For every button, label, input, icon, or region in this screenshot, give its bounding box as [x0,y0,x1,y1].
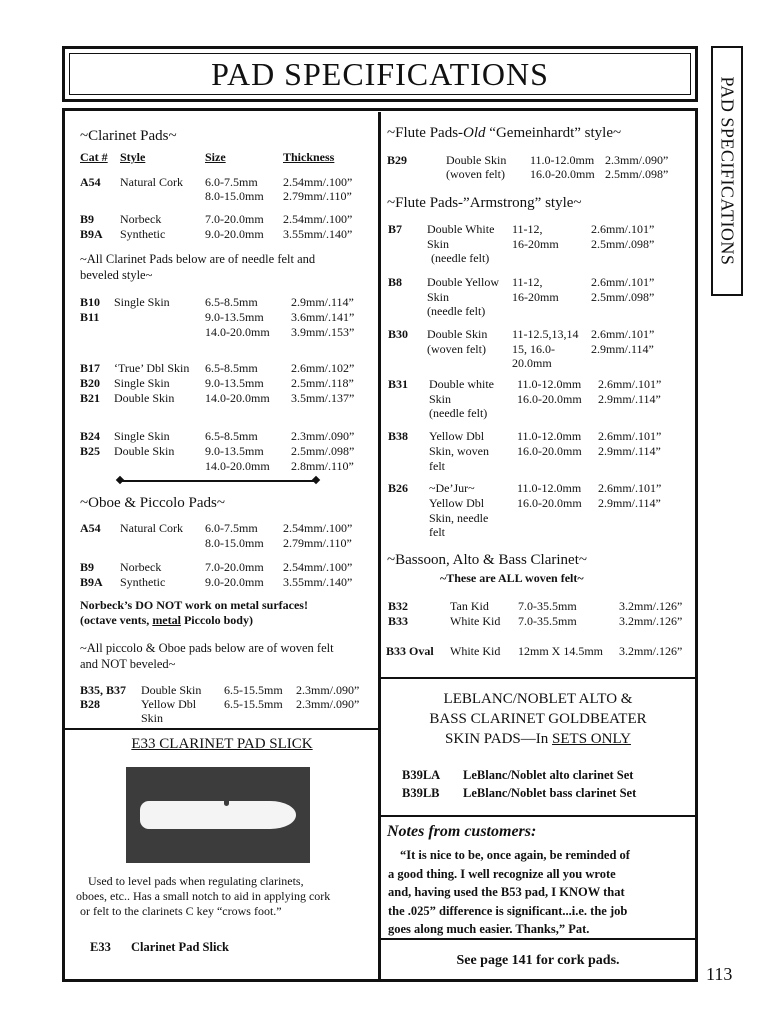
size-cell: 11-12, [512,222,543,236]
size-cell: 16-20mm [512,290,559,304]
cat-number: B28 [80,697,101,711]
style-cell: Single Skin [114,429,170,443]
thickness-cell: 2.6mm/.101” [591,275,655,289]
size-cell: 16.0-20.0mm [517,444,582,458]
quote-line: “It is nice to be, once again, be reminded of [400,848,630,862]
thickness-cell: 2.9mm/.114” [291,295,354,309]
heading-line [380,729,696,749]
size-cell: 11.0-12.0mm [517,481,582,495]
size-cell: 16-20mm [512,237,559,251]
cat-number: B32 [388,599,409,613]
bassoon-subheading: ~These are ALL woven felt~ [440,571,584,585]
style-cell: Double Skin [427,327,488,341]
col-thickness-header: Thickness [283,150,335,164]
flute-old-heading [387,124,621,142]
style-cell: Double Yellow [427,275,500,289]
cat-number: B24 [80,429,101,443]
size-cell: 7.0-20.0mm [205,212,264,226]
size-cell: 6.5-8.5mm [205,429,258,443]
description-line: Used to level pads when regulating clarinets, [88,874,304,888]
heading-part: ~Flute Pads- [387,125,464,141]
size-cell: 16.0-20.0mm [517,496,582,510]
quote-line: goes along much easier. Thanks,” Pat. [388,922,590,936]
column-divider [378,112,381,979]
heading-part-underlined: SETS ONLY [552,731,631,747]
cat-number: B10 [80,295,101,309]
thickness-cell: 2.8mm/.110” [291,459,354,473]
size-cell: 8.0-15.0mm [205,189,264,203]
style-cell: ~De’Jur~ [429,481,475,495]
size-cell: 14.0-20.0mm [205,391,270,405]
product-name: Clarinet Pad Slick [131,940,229,954]
thickness-cell: 3.2mm/.126” [619,614,683,628]
size-cell: 6.0-7.5mm [205,175,258,189]
thickness-cell: 2.54mm/.100” [283,560,353,574]
style-cell: (woven felt) [427,342,486,356]
size-cell: 6.5-8.5mm [205,295,258,309]
style-cell: (woven felt) [446,167,505,181]
cat-number: A54 [80,521,101,535]
slick-notch [224,801,229,806]
size-cell: 11-12, [512,275,543,289]
oboe-heading: ~Oboe & Piccolo Pads~ [80,495,225,511]
warning-text: (octave vents, [80,613,153,627]
size-cell: 6.5-15.5mm [224,683,283,697]
set-description: LeBlanc/Noblet alto clarinet Set [463,768,634,782]
style-cell: Double Skin [114,444,175,458]
cat-number: B9A [80,575,103,589]
style-cell: Skin, needle [429,511,489,525]
thickness-cell: 2.3mm/.090” [291,429,355,443]
style-cell: Double white [429,377,494,391]
thickness-cell: 2.3mm/.090” [296,683,360,697]
style-cell: ‘True’ Dbl Skin [114,361,190,375]
style-cell: Double Skin [141,683,202,697]
notes-heading: Notes from customers: [387,823,537,840]
col-style-header: Style [120,150,146,164]
thickness-cell: 3.2mm/.126” [619,644,683,658]
style-cell: Yellow Dbl [141,697,197,711]
left-section-divider [64,728,380,730]
cat-number: B33 [388,614,409,628]
style-cell: Natural Cork [120,521,183,535]
size-cell: 11.0-12.0mm [530,153,595,167]
section-separator-arrow [120,480,316,482]
heading-line: BASS CLARINET GOLDBEATER [429,711,647,727]
heading-part-italic: Old [463,125,486,141]
thickness-cell: 2.54mm/.100” [283,175,353,189]
style-cell: Natural Cork [120,175,183,189]
pad-slick-heading: E33 CLARINET PAD SLICK [131,736,313,752]
style-cell: Skin [429,392,452,406]
style-cell: Yellow Dbl [429,429,485,443]
style-cell: Tan Kid [450,599,489,613]
size-cell: 11-12.5,13,14 [512,327,579,341]
quote-line: the .025” difference is significant...i.e. the job [388,903,628,918]
cat-number: B9A [80,227,103,241]
style-cell: (needle felt) [431,251,490,265]
warning-text-metal: metal [152,613,181,627]
page-title: PAD SPECIFICATIONS [69,53,691,95]
cat-number: B7 [388,222,403,236]
style-cell: Norbeck [120,212,162,226]
oboe-note: ~All piccolo & Oboe pads below are of woven felt [80,641,334,655]
side-tab [711,46,743,296]
pad-slick-description [76,874,376,919]
customer-quote [388,846,690,939]
thickness-cell: 3.5mm/.137” [291,391,355,405]
thickness-cell: 3.9mm/.153” [291,325,355,339]
cat-number: B21 [80,391,101,405]
description-line: or felt to the clarinets C key “crows foot.” [80,904,282,918]
style-cell: Double Skin [446,153,507,167]
style-cell: Double White [427,222,495,236]
right-section-divider-2 [380,815,696,817]
thickness-cell: 2.5mm/.118” [291,376,354,390]
clarinet-note: ~All Clarinet Pads below are of needle felt and [80,252,316,266]
norbeck-warning: Norbeck’s DO NOT work on metal surfaces! [80,598,308,612]
set-code: B39LB [402,786,440,800]
pad-slick-image [140,801,296,829]
cat-number: B20 [80,376,101,390]
thickness-cell: 2.6mm/.101” [598,481,662,495]
size-cell: 11.0-12.0mm [517,377,582,391]
size-cell: 6.5-8.5mm [205,361,258,375]
style-cell: felt [429,459,445,473]
style-cell: Yellow Dbl [429,496,485,510]
heading-part: SKIN PADS—In [445,731,553,747]
cat-number: B25 [80,444,101,458]
thickness-cell: 2.6mm/.102” [291,361,355,375]
cat-number: B38 [388,429,409,443]
style-cell: Single Skin [114,376,170,390]
thickness-cell: 2.6mm/.101” [598,377,662,391]
style-cell: Skin, woven [429,444,489,458]
oboe-note: and NOT beveled~ [80,657,176,671]
cat-number: B9 [80,212,95,226]
thickness-cell: 2.54mm/.100” [283,521,353,535]
size-cell: 7.0-20.0mm [205,560,264,574]
thickness-cell: 3.2mm/.126” [619,599,683,613]
size-cell: 12mm X 14.5mm [518,644,604,658]
style-cell: (needle felt) [427,304,486,318]
style-cell: Single Skin [114,295,170,309]
thickness-cell: 2.5mm/.098” [291,444,355,458]
size-cell: 20.0mm [512,356,552,370]
size-cell: 9.0-13.5mm [205,444,264,458]
side-tab-label: PAD SPECIFICATIONS [717,76,738,266]
size-cell: 7.0-35.5mm [518,614,577,628]
cork-pads-reference: See page 141 for cork pads. [456,953,620,968]
cat-number: B30 [388,327,409,341]
thickness-cell: 2.6mm/.101” [591,327,655,341]
size-cell: 8.0-15.0mm [205,536,264,550]
thickness-cell: 2.5mm/.098” [605,167,669,181]
thickness-cell: 2.3mm/.090” [296,697,360,711]
thickness-cell: 2.3mm/.090” [605,153,669,167]
size-cell: 7.0-35.5mm [518,599,577,613]
style-cell: White Kid [450,614,501,628]
warning-text: Piccolo body) [180,613,253,627]
style-cell: Norbeck [120,560,162,574]
style-cell: (needle felt) [429,406,488,420]
size-cell: 11.0-12.0mm [517,429,582,443]
style-cell: felt [429,525,445,539]
size-cell: 14.0-20.0mm [205,459,270,473]
cat-number: B33 Oval [386,644,434,658]
flute-armstrong-heading: ~Flute Pads-”Armstrong” style~ [387,195,582,211]
thickness-cell: 2.9mm/.114” [598,496,661,510]
col-cat-header: Cat # [80,150,108,164]
cat-number: B11 [80,310,100,324]
thickness-cell: 2.6mm/.101” [598,429,662,443]
leblanc-heading [380,689,696,749]
size-cell: 9.0-20.0mm [205,227,264,241]
style-cell: Double Skin [114,391,175,405]
cat-number: A54 [80,175,101,189]
quote-line: and, having used the B53 pad, I KNOW that [388,885,625,899]
style-cell: Skin [427,290,450,304]
size-cell: 9.0-20.0mm [205,575,264,589]
clarinet-note: beveled style~ [80,268,153,282]
style-cell: Synthetic [120,575,166,589]
heading-part: “Gemeinhardt” style~ [485,125,622,141]
size-cell: 9.0-13.5mm [205,376,264,390]
style-cell: Skin [427,237,450,251]
set-code: B39LA [402,768,441,782]
size-cell: 9.0-13.5mm [205,310,264,324]
thickness-cell: 2.9mm/.114” [591,342,654,356]
style-cell: Synthetic [120,227,166,241]
cat-number: B35, B37 [80,683,127,697]
size-cell: 6.5-15.5mm [224,697,283,711]
cat-number: B17 [80,361,101,375]
thickness-cell: 2.9mm/.114” [598,392,661,406]
style-cell: White Kid [450,644,501,658]
title-frame [62,46,698,102]
cat-number: B8 [388,275,403,289]
product-code: E33 [90,940,111,954]
cat-number: B9 [80,560,95,574]
cat-number: B31 [388,377,409,391]
style-cell: Skin [141,711,164,725]
cat-number: B29 [387,153,408,167]
thickness-cell: 2.9mm/.114” [598,444,661,458]
page-number: 113 [706,964,733,984]
size-cell: 16.0-20.0mm [530,167,595,181]
set-description: LeBlanc/Noblet bass clarinet Set [463,786,637,800]
col-size-header: Size [205,150,226,164]
description-line: oboes, etc.. Has a small notch to aid in applying cork [76,889,331,903]
thickness-cell: 2.79mm/.110” [283,536,352,550]
thickness-cell: 2.54mm/.100” [283,212,353,226]
pad-slick-photo [126,767,310,863]
thickness-cell: 2.79mm/.110” [283,189,352,203]
quote-line: a good thing. I well recognize all you wrote [388,866,616,881]
cat-number: B26 [388,481,409,495]
right-section-divider-1 [380,677,696,679]
thickness-cell: 3.6mm/.141” [291,310,355,324]
norbeck-warning [80,613,253,628]
size-cell: 14.0-20.0mm [205,325,270,339]
thickness-cell: 3.55mm/.140” [283,227,353,241]
size-cell: 6.0-7.5mm [205,521,258,535]
thickness-cell: 2.5mm/.098” [591,237,655,251]
thickness-cell: 2.6mm/.101” [591,222,655,236]
clarinet-heading: ~Clarinet Pads~ [80,128,177,144]
bassoon-heading: ~Bassoon, Alto & Bass Clarinet~ [387,552,587,568]
size-cell: 16.0-20.0mm [517,392,582,406]
thickness-cell: 3.55mm/.140” [283,575,353,589]
thickness-cell: 2.5mm/.098” [591,290,655,304]
size-cell: 15, 16.0- [512,342,555,356]
heading-line: LEBLANC/NOBLET ALTO & [443,691,633,707]
